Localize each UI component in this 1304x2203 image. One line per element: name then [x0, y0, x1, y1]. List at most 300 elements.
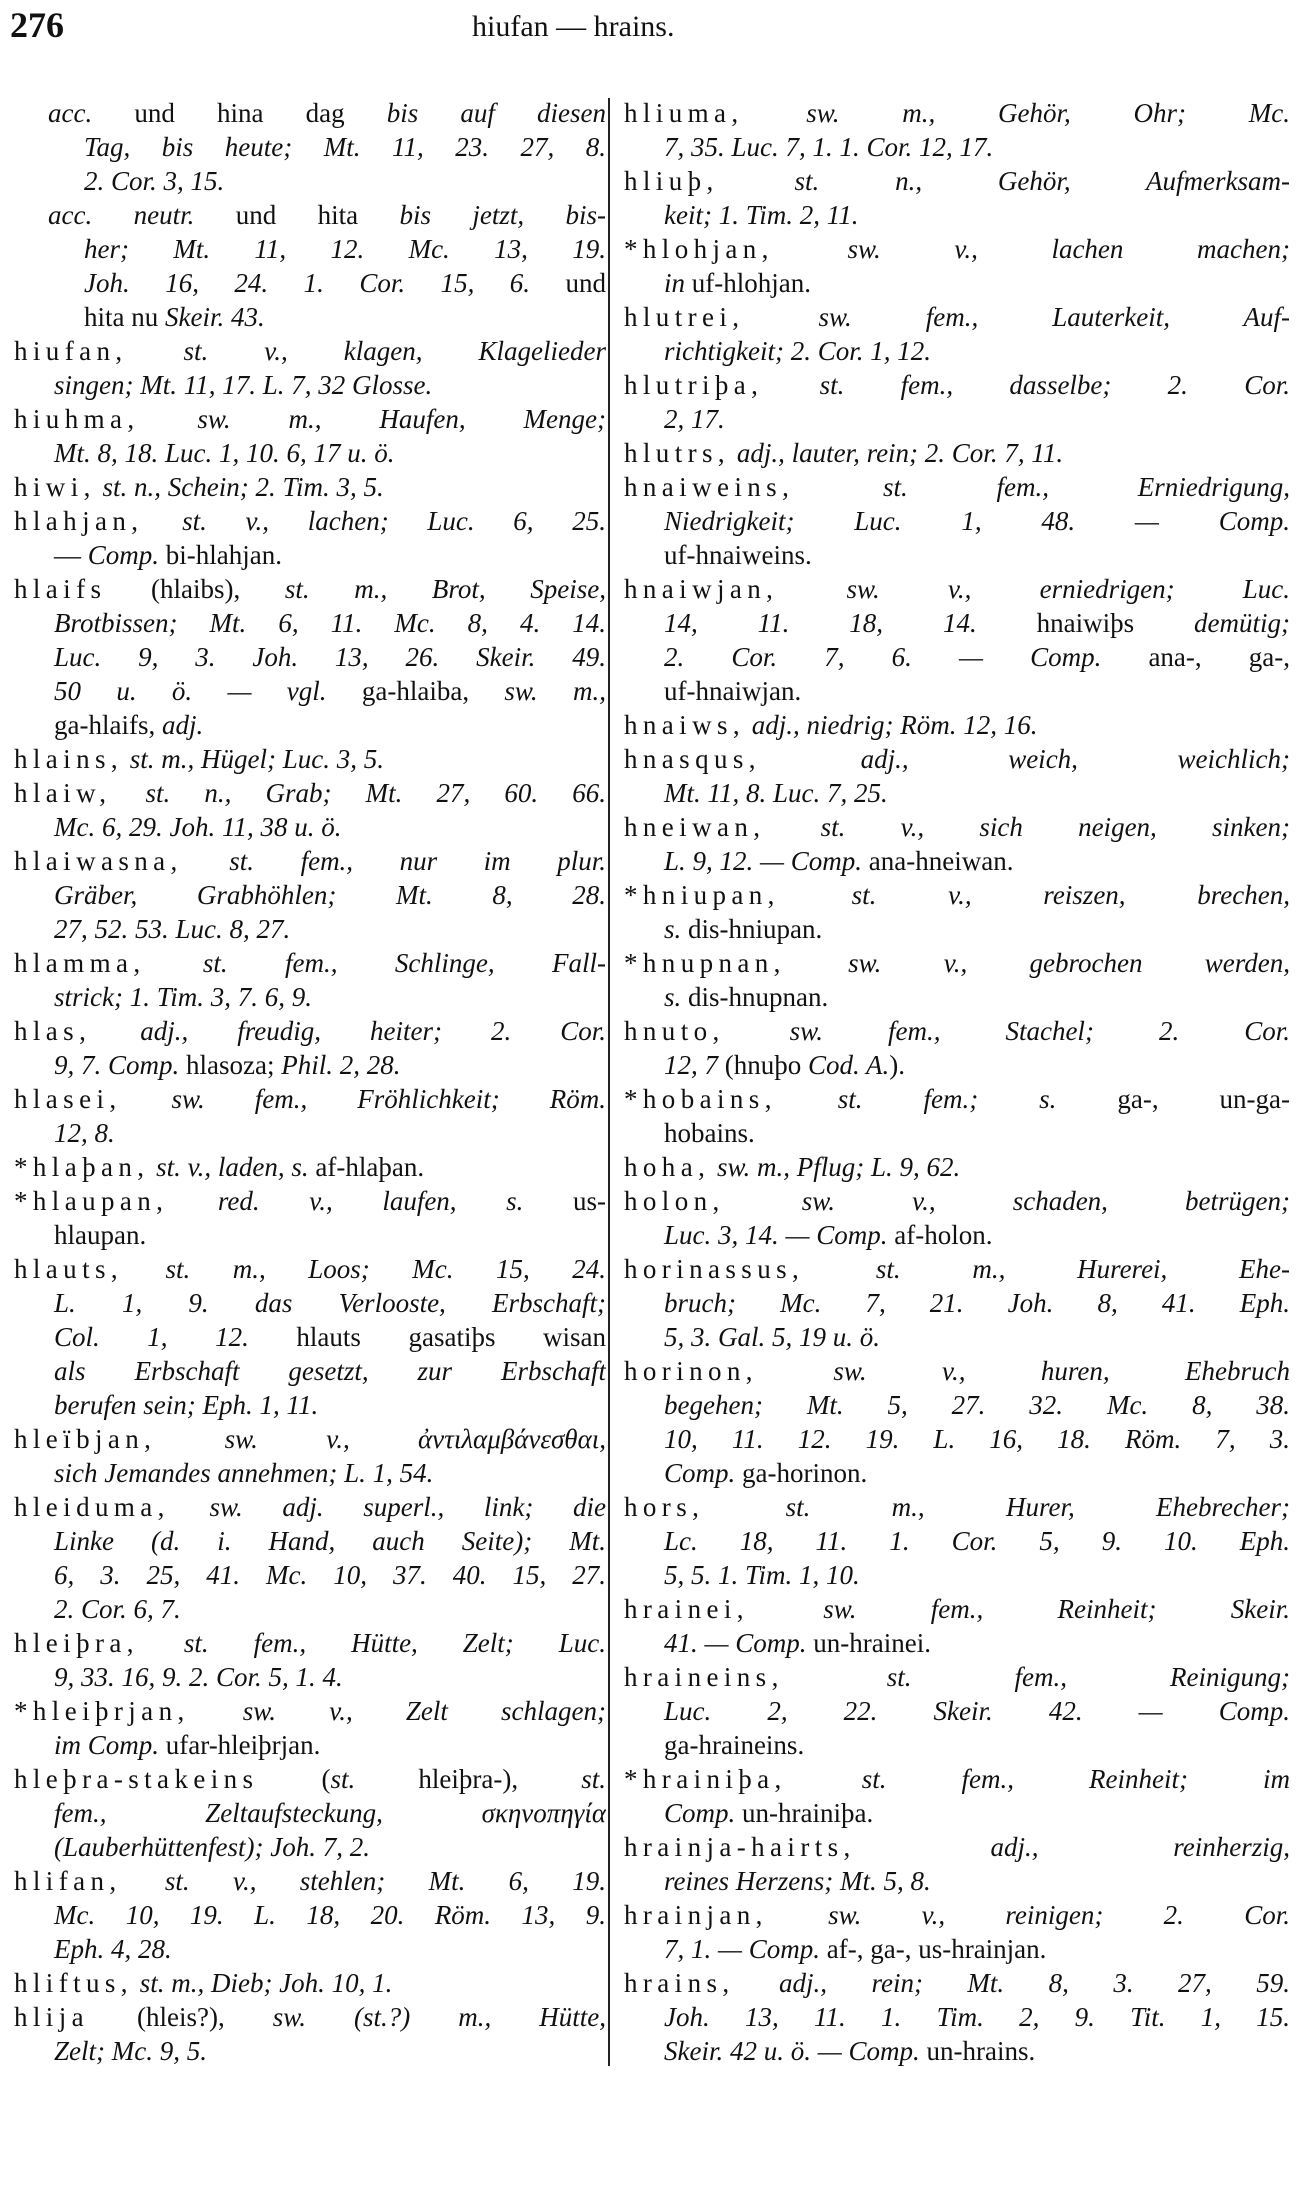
- entry-continuation: [624, 538, 1290, 572]
- italic-gloss: Gräber, Grabhöhlen; Mt. 8, 28.: [54, 880, 606, 910]
- italic-gloss: Lc. 18, 11. 1. Cor. 5, 9. 10. Eph.: [664, 1526, 1290, 1556]
- roman-text: hlasoza;: [179, 1050, 282, 1080]
- entry-headline: [14, 1184, 606, 1218]
- entry-continuation: [14, 1048, 606, 1082]
- entry-headline: [624, 810, 1290, 844]
- entry-continuation: [624, 1388, 1290, 1422]
- headword: hrains,: [624, 1968, 735, 1998]
- italic-gloss: fem., Zeltaufsteckung, σκηνοπηγία: [54, 1798, 606, 1828]
- italic-gloss: L. 9, 12. — Comp.: [664, 846, 863, 876]
- italic-gloss: adj., rein; Mt. 8, 3. 27, 59.: [734, 1968, 1290, 1998]
- entry-continuation: [624, 504, 1290, 538]
- entry-headline: [14, 844, 606, 878]
- entry-continuation: [624, 1728, 1290, 1762]
- italic-gloss: Zelt; Mc. 9, 5.: [54, 2036, 207, 2066]
- roman-text: bi-hlahjan.: [159, 540, 282, 570]
- italic-gloss: 9, 33. 16, 9. 2. Cor. 5, 1. 4.: [54, 1662, 343, 1692]
- roman-text: —: [54, 540, 88, 570]
- entry-headline: [624, 96, 1290, 130]
- entry-headline: [14, 1490, 606, 1524]
- headword: *hnupnan,: [624, 948, 786, 978]
- italic-gloss: adj., niedrig; Röm. 12, 16.: [745, 710, 1038, 740]
- italic-gloss: sich Jemandes annehmen; L. 1, 54.: [54, 1458, 434, 1488]
- headword: hleiþra,: [14, 1628, 139, 1658]
- italic-gloss: Niedrigkeit; Luc. 1, 48. — Comp.: [664, 506, 1290, 536]
- headword: hrainja-hairts,: [624, 1832, 856, 1862]
- headword: hiufan,: [14, 336, 128, 366]
- roman-text: dis-hnupnan.: [681, 982, 829, 1012]
- italic-gloss: 10, 11. 12. 19. L. 16, 18. Röm. 7, 3.: [664, 1424, 1290, 1454]
- italic-gloss: 2. Cor. 3, 15.: [84, 166, 225, 196]
- column-divider: [608, 98, 610, 2066]
- entry-continuation: [624, 1524, 1290, 1558]
- entry-continuation: [14, 1728, 606, 1762]
- italic-gloss: st. m., Brot, Speise,: [284, 574, 606, 604]
- entry-continuation: [14, 1524, 606, 1558]
- italic-gloss: berufen sein; Eph. 1, 11.: [54, 1390, 319, 1420]
- entry-headline: [14, 946, 606, 980]
- italic-gloss: sw. v., huren, Ehebruch: [757, 1356, 1290, 1386]
- entry-continuation: [14, 1456, 606, 1490]
- italic-gloss: Comp.: [664, 1798, 736, 1828]
- headword: hnuto,: [624, 1016, 725, 1046]
- italic-gloss: als Erbschaft gesetzt, zur Erbschaft: [54, 1356, 606, 1386]
- entry-headline: [14, 1694, 606, 1728]
- headword: hlutrs,: [624, 438, 731, 468]
- entry-continuation: [14, 640, 606, 674]
- italic-gloss: 5, 3. Gal. 5, 19 u. ö.: [664, 1322, 880, 1352]
- entry-headline: [14, 1422, 606, 1456]
- entry-headline: [624, 878, 1290, 912]
- entry-headline: [14, 334, 606, 368]
- headword: hleïbjan,: [14, 1424, 157, 1454]
- entry-headline: [624, 946, 1290, 980]
- left-column: [14, 96, 606, 2068]
- italic-gloss: st. v., stehlen; Mt. 6, 19.: [121, 1866, 606, 1896]
- entry-continuation: [624, 1626, 1290, 1660]
- italic-gloss: sw. v., lachen machen;: [773, 234, 1290, 264]
- entry-headline: [624, 470, 1290, 504]
- headword: hlasei,: [14, 1084, 122, 1114]
- roman-text: (hlaibs),: [106, 574, 285, 604]
- entry-headline: [624, 1762, 1290, 1796]
- entry-headline: [624, 708, 1290, 742]
- italic-gloss: in: [664, 268, 686, 298]
- running-head: hiufan — hrains.: [472, 10, 675, 43]
- entry-headline: [14, 572, 606, 606]
- italic-gloss: st. fem., Reinigung;: [783, 1662, 1290, 1692]
- headword: hlahjan,: [14, 506, 144, 536]
- italic-gloss: st. v., reiszen, brechen,: [779, 880, 1290, 910]
- italic-gloss: strick; 1. Tim. 3, 7. 6, 9.: [54, 982, 313, 1012]
- italic-gloss: L. 1, 9. das Verlooste, Erbschaft;: [54, 1288, 606, 1318]
- roman-text: hnaiwiþs: [976, 608, 1195, 638]
- roman-text: un-hrains.: [919, 2036, 1036, 2066]
- entry-headline: [14, 470, 606, 504]
- entry-headline: [14, 1014, 606, 1048]
- headword: hlas,: [14, 1016, 92, 1046]
- headword: hlija: [14, 2002, 89, 2032]
- italic-gloss: reines Herzens; Mt. 5, 8.: [664, 1866, 931, 1896]
- entry-headline: [624, 1014, 1290, 1048]
- headword: *hlaþan,: [14, 1152, 150, 1182]
- entry-continuation: [624, 1456, 1290, 1490]
- headword: hnaiwjan,: [624, 574, 779, 604]
- italic-gloss: sw. m., Haufen, Menge;: [139, 404, 606, 434]
- entry-continuation: [624, 844, 1290, 878]
- italic-gloss: st. n., Grab; Mt. 27, 60. 66.: [111, 778, 606, 808]
- italic-gloss: sw. fem., Lauterkeit, Auf-: [744, 302, 1290, 332]
- entry-headline: [14, 1252, 606, 1286]
- entry-continuation: [14, 164, 606, 198]
- italic-gloss: st. fem., nur im plur.: [182, 846, 606, 876]
- headword: *hniupan,: [624, 880, 780, 910]
- entry-continuation: [14, 1898, 606, 1932]
- entry-headline: [624, 1354, 1290, 1388]
- entry-continuation: [14, 1218, 606, 1252]
- italic-gloss: sw. m.,: [504, 676, 606, 706]
- headword: *hlohjan,: [624, 234, 774, 264]
- entry-headline: [624, 742, 1290, 776]
- italic-gloss: 2, 17.: [664, 404, 725, 434]
- italic-gloss: sw. m., Gehör, Ohr; Mc.: [743, 98, 1290, 128]
- headword: hlauts,: [14, 1254, 124, 1284]
- entry-continuation: [624, 1932, 1290, 1966]
- entry-continuation: [14, 1830, 606, 1864]
- italic-gloss: 14, 11. 18, 14.: [664, 608, 977, 638]
- roman-text: af-, ga-, us-hrainjan.: [820, 1934, 1047, 1964]
- italic-gloss: st.: [330, 1764, 356, 1794]
- italic-gloss: st. fem., Reinheit; im: [786, 1764, 1290, 1794]
- italic-gloss: st. fem.; s.: [776, 1084, 1057, 1114]
- roman-text: und: [530, 268, 606, 298]
- subentry-line: [14, 198, 606, 232]
- headword: hlaiwasna,: [14, 846, 183, 876]
- italic-gloss: Comp.: [664, 1458, 736, 1488]
- entry-continuation: [624, 2000, 1290, 2034]
- italic-gloss: (Lauberhüttenfest); Joh. 7, 2.: [54, 1832, 370, 1862]
- entry-headline: [14, 1762, 606, 1796]
- entry-continuation: [14, 368, 606, 402]
- entry-continuation: [14, 980, 606, 1014]
- italic-gloss: Luc. 9, 3. Joh. 13, 26. Skeir. 49.: [54, 642, 606, 672]
- italic-gloss: sw. fem., Fröhlichkeit; Röm.: [121, 1084, 606, 1114]
- entry-headline: [624, 1252, 1290, 1286]
- entry-headline: [14, 2000, 606, 2034]
- entry-headline: [14, 742, 606, 776]
- roman-text: uf-hnaiweins.: [664, 540, 812, 570]
- italic-gloss: st. fem., Schlinge, Fall-: [145, 948, 606, 978]
- entry-continuation: [14, 2034, 606, 2068]
- entry-continuation: [14, 878, 606, 912]
- entry-continuation: [624, 130, 1290, 164]
- entry-continuation: [14, 1558, 606, 1592]
- headword: hneiwan,: [624, 812, 766, 842]
- italic-gloss: Mc. 10, 19. L. 18, 20. Röm. 13, 9.: [54, 1900, 606, 1930]
- italic-gloss: st. fem., Hütte, Zelt; Luc.: [138, 1628, 606, 1658]
- italic-gloss: adj., freudig, heiter; 2. Cor.: [91, 1016, 606, 1046]
- entry-headline: [14, 1626, 606, 1660]
- headword: hlamma,: [14, 948, 146, 978]
- entry-continuation: [14, 1660, 606, 1694]
- entry-continuation: [14, 1354, 606, 1388]
- italic-gloss: st. n., Gehör, Aufmerksam-: [718, 166, 1290, 196]
- italic-gloss: sw. m., Pflug; L. 9, 62.: [710, 1152, 961, 1182]
- italic-gloss: adj.: [161, 710, 204, 740]
- entry-headline: [624, 232, 1290, 266]
- italic-gloss: sw. v., Zelt schlagen;: [189, 1696, 606, 1726]
- entry-continuation: [624, 266, 1290, 300]
- italic-gloss: Mc. 6, 29. Joh. 11, 38 u. ö.: [54, 812, 342, 842]
- italic-gloss: im Comp.: [54, 1730, 160, 1760]
- entry-continuation: [14, 538, 606, 572]
- roman-text: hobains.: [664, 1118, 755, 1148]
- entry-continuation: [624, 334, 1290, 368]
- entry-headline: [624, 1898, 1290, 1932]
- roman-text: un-hrainiþa.: [735, 1798, 874, 1828]
- roman-text: ga-horinon.: [735, 1458, 868, 1488]
- italic-gloss: 5, 5. 1. Tim. 1, 10.: [664, 1560, 860, 1590]
- roman-text: un-hrainei.: [806, 1628, 931, 1658]
- italic-gloss: 7, 1. — Comp.: [664, 1934, 821, 1964]
- entry-headline: [624, 1082, 1290, 1116]
- entry-headline: [14, 1966, 606, 2000]
- entry-headline: [624, 1830, 1290, 1864]
- italic-gloss: st. m., Dieb; Joh. 10, 1.: [132, 1968, 393, 1998]
- entry-continuation: [624, 402, 1290, 436]
- italic-gloss: bis jetzt, bis-: [399, 200, 606, 230]
- italic-gloss: st. v., laden, s.: [149, 1152, 309, 1182]
- headword: hrainei,: [624, 1594, 749, 1624]
- roman-text: ).: [889, 1050, 906, 1080]
- entry-continuation: [624, 1422, 1290, 1456]
- roman-text: us-: [523, 1186, 606, 1216]
- entry-continuation: [14, 130, 606, 164]
- italic-gloss: Skeir. 43.: [165, 302, 265, 332]
- entry-continuation: [624, 1048, 1290, 1082]
- italic-gloss: st. fem., Erniedrigung,: [794, 472, 1290, 502]
- italic-gloss: st. v., sich neigen, sinken;: [765, 812, 1290, 842]
- entry-continuation: [14, 232, 606, 266]
- italic-gloss: Mt. 11, 8. Luc. 7, 25.: [664, 778, 888, 808]
- entry-continuation: [624, 2034, 1290, 2068]
- italic-gloss: richtigkeit; 2. Cor. 1, 12.: [664, 336, 931, 366]
- italic-gloss: bruch; Mc. 7, 21. Joh. 8, 41. Eph.: [664, 1288, 1290, 1318]
- italic-gloss: 12, 8.: [54, 1118, 115, 1148]
- italic-gloss: bis auf diesen: [386, 98, 606, 128]
- entry-headline: [14, 1082, 606, 1116]
- italic-gloss: 12, 7: [664, 1050, 718, 1080]
- subentry-line: [14, 96, 606, 130]
- roman-text: hlauts gasatiþs wisan: [248, 1322, 606, 1352]
- entry-continuation: [14, 1796, 606, 1830]
- entry-continuation: [14, 1116, 606, 1150]
- italic-gloss: Joh. 13, 11. 1. Tim. 2, 9. Tit. 1, 15.: [664, 2002, 1290, 2032]
- page-number: 276: [10, 5, 64, 45]
- italic-gloss: Skeir. 42 u. ö. — Comp.: [664, 2036, 920, 2066]
- roman-text: af-hlaþan.: [308, 1152, 425, 1182]
- entry-continuation: [624, 776, 1290, 810]
- italic-gloss: sw. fem., Stachel; 2. Cor.: [724, 1016, 1290, 1046]
- headword: hliuma,: [624, 98, 744, 128]
- entry-continuation: [14, 1286, 606, 1320]
- entry-headline: [14, 1150, 606, 1184]
- italic-gloss: 50 u. ö. — vgl.: [54, 676, 327, 706]
- entry-continuation: [624, 198, 1290, 232]
- roman-text: ga-hlaiba,: [326, 676, 505, 706]
- headword: hiuhma,: [14, 404, 140, 434]
- entry-headline: [624, 1184, 1290, 1218]
- italic-gloss: Joh. 16, 24. 1. Cor. 15, 6.: [84, 268, 531, 298]
- headword: hraineins,: [624, 1662, 784, 1692]
- italic-gloss: 41. — Comp.: [664, 1628, 807, 1658]
- italic-gloss: Luc. 3, 14. — Comp.: [664, 1220, 888, 1250]
- roman-text: ufar-hleiþrjan.: [159, 1730, 321, 1760]
- headword: hnasqus,: [624, 744, 761, 774]
- italic-gloss: sw. (st.?) m., Hütte,: [272, 2002, 606, 2032]
- roman-text: af-holon.: [887, 1220, 993, 1250]
- italic-gloss: st. v., klagen, Klagelieder: [127, 336, 606, 366]
- entry-continuation: [14, 708, 606, 742]
- entry-continuation: [14, 1932, 606, 1966]
- italic-gloss: st. n., Schein; 2. Tim. 3, 5.: [95, 472, 384, 502]
- italic-gloss: Eph. 4, 28.: [54, 1934, 172, 1964]
- headword: hleþra-stakeins: [14, 1764, 259, 1794]
- italic-gloss: st. m., Hurer, Ehebrecher;: [704, 1492, 1290, 1522]
- headword: hnaiweins,: [624, 472, 795, 502]
- italic-gloss: sw. v., reinigen; 2. Cor.: [767, 1900, 1290, 1930]
- italic-gloss: st. m., Loos; Mc. 15, 24.: [123, 1254, 606, 1284]
- entry-headline: [624, 572, 1290, 606]
- italic-gloss: s.: [664, 982, 682, 1012]
- headword: *hobains,: [624, 1084, 777, 1114]
- italic-gloss: st.: [581, 1764, 606, 1794]
- italic-gloss: sw. v., schaden, betrügen;: [724, 1186, 1290, 1216]
- roman-text: ga-, un-ga-: [1056, 1084, 1290, 1114]
- italic-gloss: keit; 1. Tim. 2, 11.: [664, 200, 859, 230]
- entry-continuation: [14, 912, 606, 946]
- entry-headline: [14, 1864, 606, 1898]
- headword: *hlaupan,: [14, 1186, 169, 1216]
- entry-continuation: [624, 1116, 1290, 1150]
- italic-gloss: st. v., lachen; Luc. 6, 25.: [143, 506, 606, 536]
- headword: hlaiw,: [14, 778, 112, 808]
- entry-headline: [624, 1490, 1290, 1524]
- italic-gloss: 7, 35. Luc. 7, 1. 1. Cor. 12, 17.: [664, 132, 994, 162]
- entry-headline: [624, 300, 1290, 334]
- italic-gloss: 2. Cor. 7, 6. — Comp.: [664, 642, 1102, 672]
- italic-gloss: 6, 3. 25, 41. Mc. 10, 37. 40. 15, 27.: [54, 1560, 606, 1590]
- italic-gloss: Comp.: [87, 540, 160, 570]
- italic-gloss: Linke (d. i. Hand, auch Seite); Mt.: [54, 1526, 606, 1556]
- italic-gloss: her; Mt. 11, 12. Mc. 13, 19.: [84, 234, 606, 264]
- entry-continuation: [14, 1592, 606, 1626]
- italic-gloss: begehen; Mt. 5, 27. 32. Mc. 8, 38.: [664, 1390, 1290, 1420]
- entry-continuation: [14, 674, 606, 708]
- entry-continuation: [14, 1320, 606, 1354]
- roman-text: uf-hlohjan.: [685, 268, 811, 298]
- entry-continuation: [14, 436, 606, 470]
- entry-continuation: [624, 674, 1290, 708]
- italic-gloss: 9, 7. Comp.: [54, 1050, 180, 1080]
- italic-gloss: demütig;: [1194, 608, 1290, 638]
- italic-gloss: adj., reinherzig,: [855, 1832, 1290, 1862]
- entry-headline: [14, 402, 606, 436]
- italic-gloss: acc.: [48, 98, 93, 128]
- italic-gloss: adj., lauter, rein; 2. Cor. 7, 11.: [730, 438, 1064, 468]
- entry-continuation: [624, 980, 1290, 1014]
- entry-continuation: [624, 1218, 1290, 1252]
- italic-gloss: red. v., laufen, s.: [168, 1186, 524, 1216]
- entry-continuation: [14, 1388, 606, 1422]
- entry-continuation: [624, 1864, 1290, 1898]
- italic-gloss: singen; Mt. 11, 17. L. 7, 32 Glosse.: [54, 370, 433, 400]
- italic-gloss: Cod. A.: [808, 1050, 890, 1080]
- italic-gloss: Col. 1, 12.: [54, 1322, 249, 1352]
- entry-headline: [624, 1592, 1290, 1626]
- italic-gloss: adj., weich, weichlich;: [760, 744, 1290, 774]
- roman-text: hita nu: [84, 302, 165, 332]
- entry-continuation: [624, 1286, 1290, 1320]
- headword: hliftus,: [14, 1968, 133, 1998]
- italic-gloss: sw. v., ἀντιλαμβάνεσθαι,: [156, 1424, 606, 1454]
- entry-headline: [624, 1966, 1290, 2000]
- roman-text: (hnuþo: [718, 1050, 808, 1080]
- roman-text: ga-hlaifs,: [54, 710, 162, 740]
- headword: holon,: [624, 1186, 725, 1216]
- entry-continuation: [14, 300, 606, 334]
- right-column: [624, 96, 1290, 2068]
- headword: hliuþ,: [624, 166, 719, 196]
- italic-gloss: 27, 52. 53. Luc. 8, 27.: [54, 914, 291, 944]
- entry-continuation: [14, 606, 606, 640]
- headword: hlaifs: [14, 574, 107, 604]
- italic-gloss: Mt. 8, 18. Luc. 1, 10. 6, 17 u. ö.: [54, 438, 395, 468]
- roman-text: ga-hraineins.: [664, 1730, 805, 1760]
- entry-headline: [624, 1660, 1290, 1694]
- roman-text: und hita: [194, 200, 400, 230]
- headword: hleiduma,: [14, 1492, 170, 1522]
- headword: hnaiws,: [624, 710, 746, 740]
- roman-text: ana-hneiwan.: [862, 846, 1014, 876]
- italic-gloss: Brotbissen; Mt. 6, 11. Mc. 8, 4. 14.: [54, 608, 606, 638]
- entry-continuation: [14, 810, 606, 844]
- roman-text: hleiþra-),: [355, 1764, 582, 1794]
- italic-gloss: s.: [664, 914, 682, 944]
- entry-continuation: [624, 640, 1290, 674]
- roman-text: dis-hniupan.: [681, 914, 823, 944]
- entry-headline: [624, 436, 1290, 470]
- roman-text: uf-hnaiwjan.: [664, 676, 802, 706]
- entry-continuation: [624, 1694, 1290, 1728]
- italic-gloss: 2. Cor. 6, 7.: [54, 1594, 181, 1624]
- headword: hoha,: [624, 1152, 711, 1182]
- entry-headline: [624, 164, 1290, 198]
- roman-text: hlaupan.: [54, 1220, 147, 1250]
- italic-gloss: sw. v., erniedrigen; Luc.: [778, 574, 1290, 604]
- italic-gloss: Tag, bis heute; Mt. 11, 23. 27, 8.: [84, 132, 606, 162]
- italic-gloss: Phil. 2, 28.: [281, 1050, 401, 1080]
- italic-gloss: st. m., Hurerei, Ehe-: [804, 1254, 1290, 1284]
- headword: horinassus,: [624, 1254, 805, 1284]
- headword: hlutrei,: [624, 302, 745, 332]
- entry-headline: [624, 368, 1290, 402]
- headword: hlains,: [14, 744, 124, 774]
- italic-gloss: acc. neutr.: [48, 200, 195, 230]
- entry-headline: [14, 504, 606, 538]
- roman-text: ana-, ga-,: [1101, 642, 1290, 672]
- entry-continuation: [14, 266, 606, 300]
